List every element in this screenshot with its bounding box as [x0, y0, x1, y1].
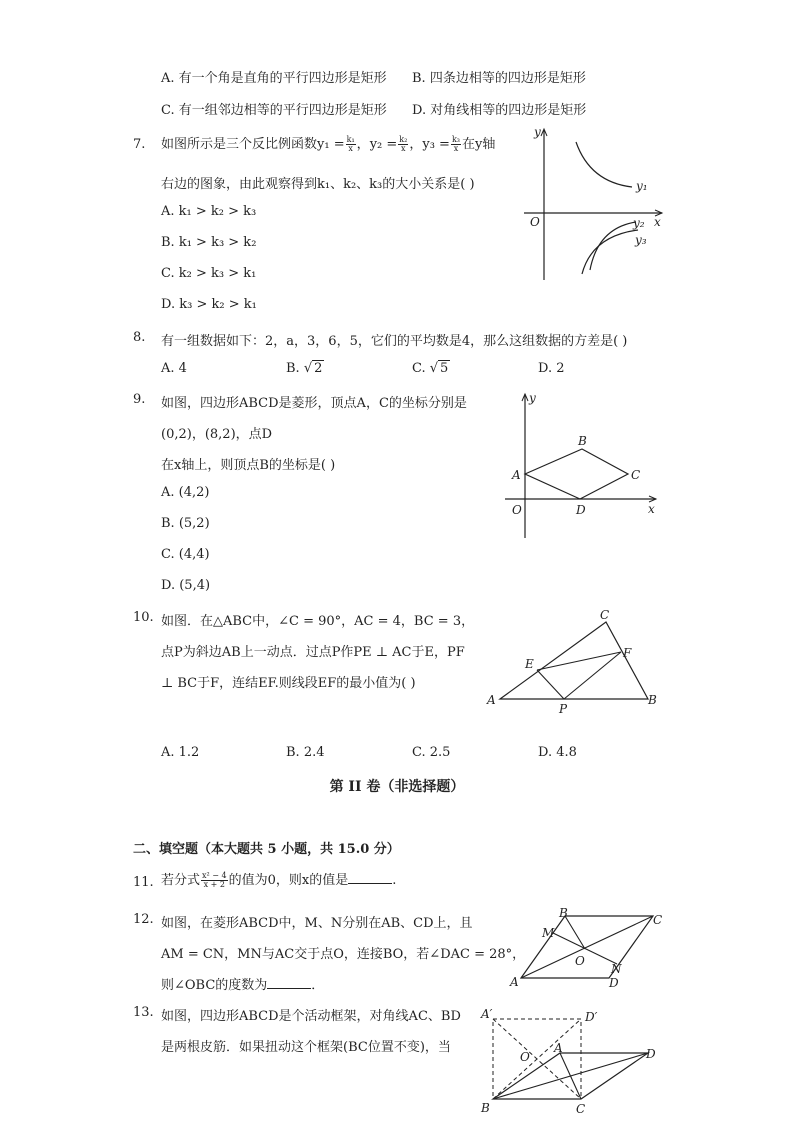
q10-segment-pe — [537, 670, 564, 699]
q9-label-c: C — [631, 468, 641, 482]
q7-y1: y₁ = — [317, 137, 345, 152]
q9-option-b: B. (5,2) — [161, 516, 210, 531]
q10-label-f: F — [623, 646, 632, 660]
q7-frac-3: $\frac{\text{k₃}}{x}$ — [451, 135, 461, 153]
q10-line3: ⊥ BC于F，连结EF.则线段EF的最小值为( ) — [161, 676, 416, 691]
q13-label-o: O — [520, 1050, 530, 1064]
q9-figure — [500, 388, 670, 543]
q7-line1: 如图所示是三个反比例函数y₁ = $\frac{\text{k₁}}{x}$ ，y₂ = $\frac{\text{k₂}}{x}$ ，y₃ = $\frac{\text{k₃}}{x}$ 在y轴 — [161, 135, 496, 153]
q7-label-y2: y₂ — [633, 216, 645, 230]
q7-y3: y₃ = — [422, 137, 450, 152]
q13-diag-ac — [560, 1053, 581, 1099]
q9-option-c: C. (4,4) — [161, 547, 210, 562]
q7-option-b: B. k₁ > k₃ > k₂ — [161, 235, 257, 250]
q10-line2: 点P为斜边AB上一动点．过点P作PE ⊥ AC于E，PF — [161, 645, 465, 660]
q6-option-b: B. 四条边相等的四边形是矩形 — [412, 71, 586, 86]
q9-line2: (0,2)，(8,2)，点D — [161, 427, 273, 442]
q12-label-a: A — [510, 975, 519, 989]
q7-option-d: D. k₃ > k₂ > k₁ — [161, 297, 257, 312]
q7-label-y1: y₁ — [636, 179, 648, 193]
q9-label-y: y — [529, 391, 536, 405]
q7-label-y: y — [534, 125, 541, 139]
q13-label-d1: D′ — [585, 1010, 598, 1024]
q9-number: 9. — [133, 392, 146, 407]
q8-option-d: D. 2 — [538, 361, 565, 376]
q9-line1: 如图，四边形ABCD是菱形，顶点A，C的坐标分别是 — [161, 396, 467, 411]
q12-number: 12. — [133, 912, 154, 927]
q8-option-c: C. √ 5 — [412, 361, 449, 376]
q12-label-c: C — [653, 913, 663, 927]
q9-label-d: D — [576, 503, 586, 517]
q10-label-e: E — [525, 657, 534, 671]
q13-line1: 如图，四边形ABCD是个活动框架，对角线AC、BD — [161, 1009, 461, 1024]
part2-title: 第 II 卷（非选择题） — [329, 779, 465, 795]
q11-answer-blank[interactable] — [348, 873, 392, 884]
q7-option-a: A. k₁ > k₂ > k₃ — [161, 204, 257, 219]
q11-stem: 若分式 $\frac{\text{x² − 4}}{x + 2}$ 的值为0，则x的值是 . — [161, 871, 397, 889]
q9-label-a: A — [512, 468, 521, 482]
q7-label-y3: y₃ — [635, 233, 647, 247]
q10-label-b: B — [648, 693, 657, 707]
q13-label-a1: A′ — [481, 1007, 493, 1021]
q12-line1: 如图，在菱形ABCD中，M、N分别在AB、CD上，且 — [161, 916, 473, 931]
q10-option-c: C. 2.5 — [412, 745, 451, 760]
q12-diagonal-ac — [521, 916, 653, 978]
q12-label-m: M — [542, 926, 555, 940]
q7-line1-post: 在y轴 — [462, 137, 496, 152]
q7-y2: y₂ = — [369, 137, 398, 152]
q9-option-d: D. (5,4) — [161, 578, 211, 593]
q11-fraction: $\frac{\text{x² − 4}}{x + 2}$ — [202, 871, 227, 889]
q10-option-b: B. 2.4 — [286, 745, 325, 760]
q9-label-o: O — [512, 503, 522, 517]
q7-line2: 右边的图象，由此观察得到k₁、k₂、k₃的大小关系是( ) — [161, 177, 475, 192]
q10-line1: 如图．在△ABC中，∠C = 90°，AC = 4，BC = 3， — [161, 614, 475, 629]
q7-label-x: x — [654, 215, 661, 229]
q13-line2: 是两根皮筋．如果扭动这个框架(BC位置不变)，当 — [161, 1040, 451, 1055]
q8-option-a: A. 4 — [161, 361, 187, 376]
q10-segment-ef — [537, 652, 621, 670]
q7-option-c: C. k₂ > k₃ > k₁ — [161, 266, 257, 281]
q13-figure — [478, 1005, 668, 1115]
q8-number: 8. — [133, 330, 146, 345]
q10-figure — [484, 606, 664, 716]
q12-label-d: D — [609, 976, 619, 989]
q9-line3: 在x轴上，则顶点B的坐标是( ) — [161, 458, 336, 473]
q6-option-c: C. 有一组邻边相等的平行四边形是矩形 — [161, 103, 387, 118]
q13-label-a: A — [554, 1041, 563, 1055]
q9-label-x: x — [648, 502, 655, 516]
q12-figure — [505, 905, 665, 989]
q8-option-b: B. √ 2 — [286, 361, 323, 376]
q10-segment-pf — [564, 652, 621, 699]
q7-frac-2: $\frac{\text{k₂}}{x}$ — [399, 135, 408, 153]
q10-label-c: C — [600, 608, 610, 622]
q7-figure — [520, 124, 670, 284]
q9-option-a: A. (4,2) — [161, 485, 210, 500]
q7-number: 7. — [133, 137, 146, 152]
q12-label-o: O — [575, 954, 585, 968]
q7-curve-y2 — [590, 222, 636, 270]
q13-label-b: B — [481, 1101, 490, 1115]
q12-line3: 则∠OBC的度数为 ． — [161, 978, 325, 993]
q12-line2: AM = CN，MN与AC交于点O，连接BO，若∠DAC = 28°， — [161, 947, 526, 962]
q7-curve-y1 — [576, 142, 632, 187]
q10-option-d: D. 4.8 — [538, 745, 577, 760]
q12-label-b: B — [559, 906, 568, 920]
q8-stem: 有一组数据如下：2，a，3，6，5，它们的平均数是4，那么这组数据的方差是( ) — [161, 334, 628, 349]
q11-number: 11. — [133, 875, 154, 890]
q13-label-c: C — [576, 1102, 586, 1115]
q10-label-a: A — [487, 693, 496, 707]
q12-answer-blank[interactable] — [267, 978, 311, 989]
q10-number: 10. — [133, 610, 154, 625]
q12-label-n: N — [611, 962, 622, 976]
q9-rhombus — [525, 449, 628, 499]
q13-label-d: D — [646, 1047, 656, 1061]
q10-label-p: P — [559, 702, 568, 716]
q10-option-a: A. 1.2 — [161, 745, 200, 760]
q6-option-d: D. 对角线相等的四边形是矩形 — [412, 103, 587, 118]
q10-triangle-abc — [500, 622, 648, 699]
q7-frac-1: $\frac{\text{k₁}}{x}$ — [346, 135, 355, 153]
q7-label-o: O — [530, 215, 540, 229]
section2-title: 二、填空题（本大题共 5 小题，共 15.0 分） — [133, 842, 400, 857]
q9-label-b: B — [578, 434, 587, 448]
q7-line1-pre: 如图所示是三个反比例函数 — [161, 137, 318, 152]
q13-number: 13. — [133, 1005, 154, 1020]
q6-option-a: A. 有一个角是直角的平行四边形是矩形 — [161, 71, 387, 86]
